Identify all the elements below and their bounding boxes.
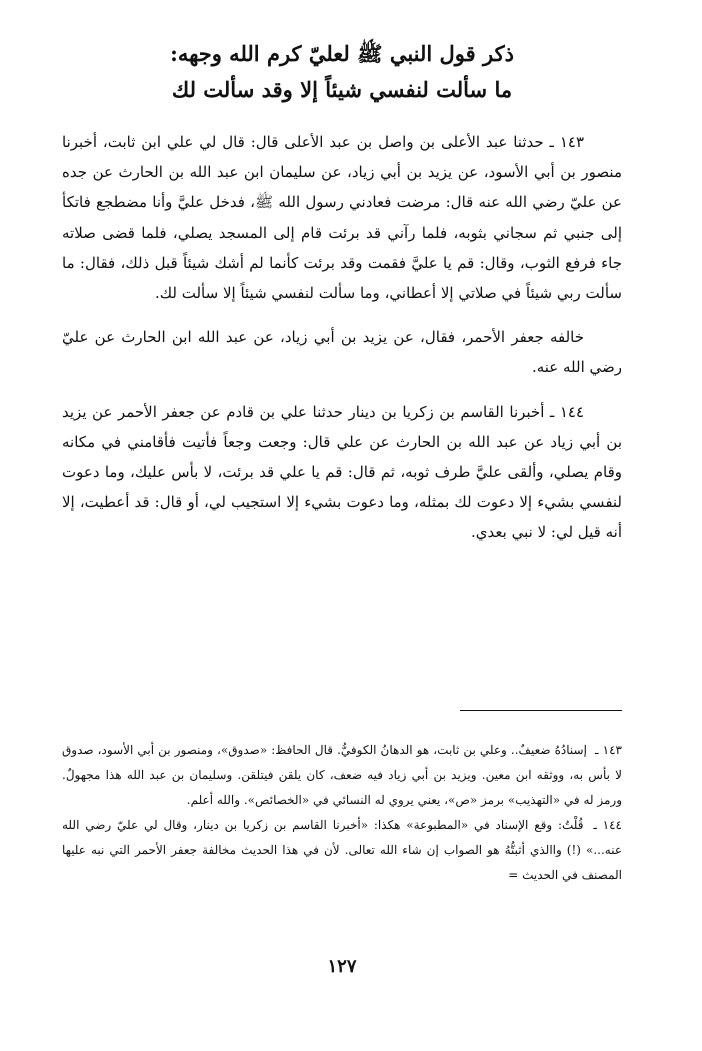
variant-note-paragraph: خالفه جعفر الأحمر، فقال، عن يزيد بن أبي زياد، عن عبد الله ابن الحارث عن عليّ رضي الله عنه.	[62, 328, 622, 377]
heading-line-1: ذكر قول النبي ﷺ لعليّ كرم الله وجهه:	[170, 41, 514, 66]
main-text	[62, 127, 622, 548]
footnote-text: إسنادُهُ ضعيفٌ.. وعلي بن ثابت، هو الدهانُ الكوفيُّ. قال الحافظ: «صدوق»، ومنصور بن أبي الأسود، صدوق لا بأس به، ووثقه ابن معين. ويزيد بن أبي زياد فيه ضعف، كان يلقن فيتلقن. وسليمان بن عبد الله هذا مجهولٌ. ورمز له في «التهذيب» برمز «ص»، يعني يروي له النسائي في «الخصائص». والله أعلم.	[62, 743, 622, 807]
footnote-143	[62, 738, 622, 813]
footnotes	[62, 738, 622, 888]
footnote-divider	[460, 710, 622, 711]
hadith-144-paragraph: ١٤٤ ـ أخبرنا القاسم بن زكريا بن دينار حدثنا علي بن قادم عن جعفر الأحمر عن يزيد بن أبي زياد عن عبد الله بن الحارث عن علي قال: وجعت وجعاً فأتيت فأقامني في مكانه وقام يصلي، وألقى عليَّ طرف ثوبه، ثم قال: قم يا علي قد برئت، لا بأس عليك، وما دعوت لنفسي بشيء إلا دعوت لك بمثله، وما دعوت بشيء إلا استجيب لي، أو قال: قد أعطيت، إلا أنه قيل لي: لا نبي بعدي.	[62, 402, 622, 542]
footnote-text: قُلْتُ: وقع الإسناد في «المطبوعة» هكذا: «أخبرنا القاسم بن زكريا بن دينار، وقال لي عليّ رضي الله عنه...» (!) واالذي أثبتُّهُ هو الصواب إن شاء الله تعالى. لأن في هذا الحديث مخالفة جعفر الأحمر التي نبه عليها المصنف في الحديث =	[62, 818, 622, 882]
footnote-number: ١٤٤ ـ	[593, 818, 622, 832]
footnote-144	[62, 813, 622, 888]
hadith-143-paragraph: ١٤٣ ـ حدثنا عبد الأعلى بن واصل بن عبد الأعلى قال: قال لي علي ابن ثابت، أخبرنا منصور بن أبي الأسود، عن يزيد بن أبي زياد، عن سليمان ابن عبد الله بن الحارث عن جده عن عليّ رضي الله عنه قال: مرضت فعادني رسول الله ﷺ، فدخل عليَّ وأنا مضطجع فاتكأ إلى جنبي ثم سجاني بثوبه، فلما رآني قد برئت قام إلى المسجد يصلي، فلما قضى صلاته جاء فرفع الثوب، وقال: قم يا عليَّ فقمت وقد برئت كأنما لم أشك شيئاً قبل ذلك، فقال: ما سألت ربي شيئاً في صلاتي إلا أعطاني، وما سألت لنفسي شيئاً إلا سألت لك.	[62, 133, 622, 303]
heading-line-2: ما سألت لنفسي شيئاً إلا وقد سألت لك	[171, 77, 513, 102]
footnote-number: ١٤٣ ـ	[595, 743, 622, 757]
page-number: ١٢٧	[327, 956, 357, 977]
book-page	[62, 0, 622, 1051]
chapter-heading	[62, 36, 622, 108]
